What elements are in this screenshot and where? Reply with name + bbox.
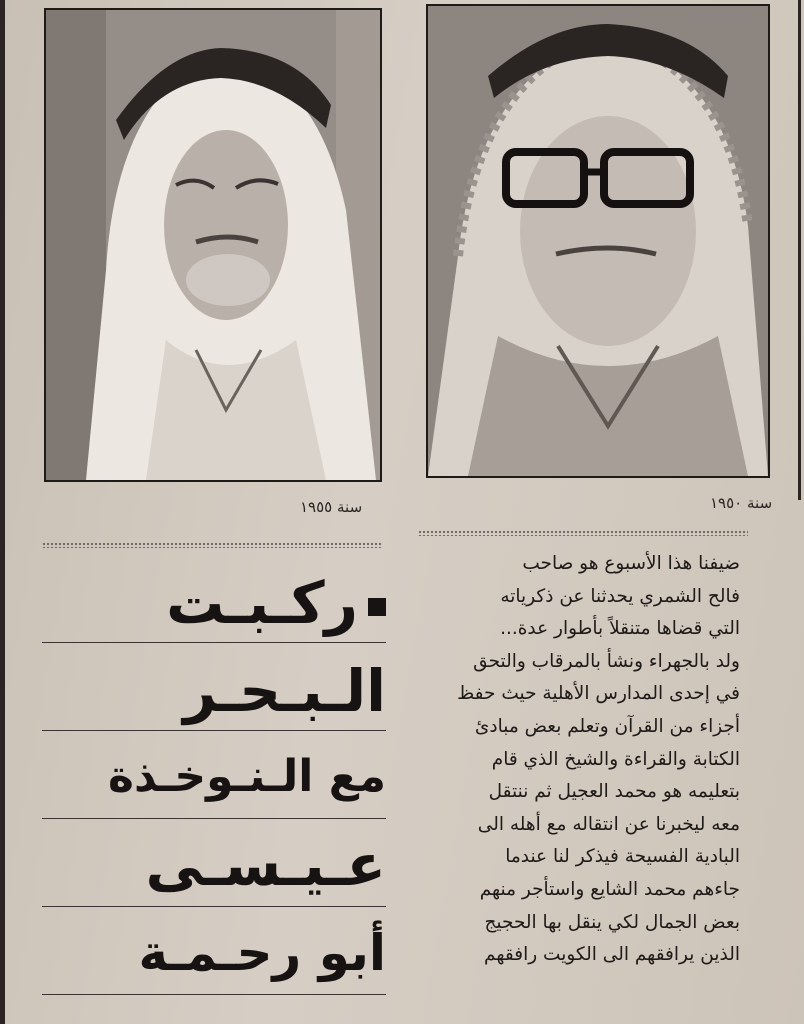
- body-line: جاءهم محمد الشايع واستأجر منهم: [479, 878, 740, 900]
- headline-rule-5: [42, 994, 386, 995]
- body-line: الكتابة والقراءة والشيخ الذي قام: [491, 748, 740, 770]
- headline-rule-1: [42, 642, 386, 643]
- body-line: بتعليمه هو محمد العجيل ثم ننتقل: [488, 781, 740, 803]
- headline-line-1: ركـبـت: [42, 568, 386, 638]
- body-line: فالح الشمري يحدثنا عن ذكرياته: [500, 585, 740, 607]
- body-line: ضيفنا هذا الأسبوع هو صاحب: [522, 553, 740, 574]
- photo-caption-1955: سنة ١٩٥٥: [300, 498, 363, 516]
- dotted-separator-left: [42, 542, 382, 548]
- photo-caption-1950: سنة ١٩٥٠: [710, 494, 773, 512]
- body-line: بعض الجمال لكي ينقل بها الحجيج: [484, 911, 740, 933]
- portrait-photo-1950: [426, 4, 770, 478]
- headline-line-5: أبو رحـمـة: [138, 924, 386, 982]
- column-rule-left: [0, 0, 5, 1024]
- headline-line-4: عـيـسـى: [145, 831, 386, 899]
- headline-rule-4: [42, 906, 386, 907]
- body-line: معه ليخبرنا عن انتقاله مع أهله الى: [477, 813, 740, 835]
- headline-line-2: الـبـحـر: [183, 657, 386, 725]
- headline-rule-2: [42, 730, 386, 731]
- body-line: الذين يرافقهم الى الكويت رافقهم: [484, 944, 740, 966]
- body-line: أجزاء من القرآن وتعلم بعض مبادئ: [474, 715, 740, 737]
- body-line: في إحدى المدارس الأهلية حيث حفظ: [457, 683, 740, 705]
- portrait-photo-1955: [44, 8, 382, 482]
- body-line: التي قضاها متنقلاً بأطوار عدة...: [500, 618, 740, 640]
- body-line: ولد بالجهراء ونشأ بالمرقاب والتحق: [473, 650, 740, 672]
- bullet-square-icon: [368, 598, 386, 616]
- body-line: البادية الفسيحة فيذكر لنا عندما: [505, 846, 740, 868]
- headline-line-3: مع الـنـوخـذة: [108, 751, 386, 802]
- column-rule-right-top: [798, 0, 801, 500]
- headline-rule-3: [42, 818, 386, 819]
- dotted-separator-right: [418, 530, 748, 536]
- article-body: [410, 548, 740, 972]
